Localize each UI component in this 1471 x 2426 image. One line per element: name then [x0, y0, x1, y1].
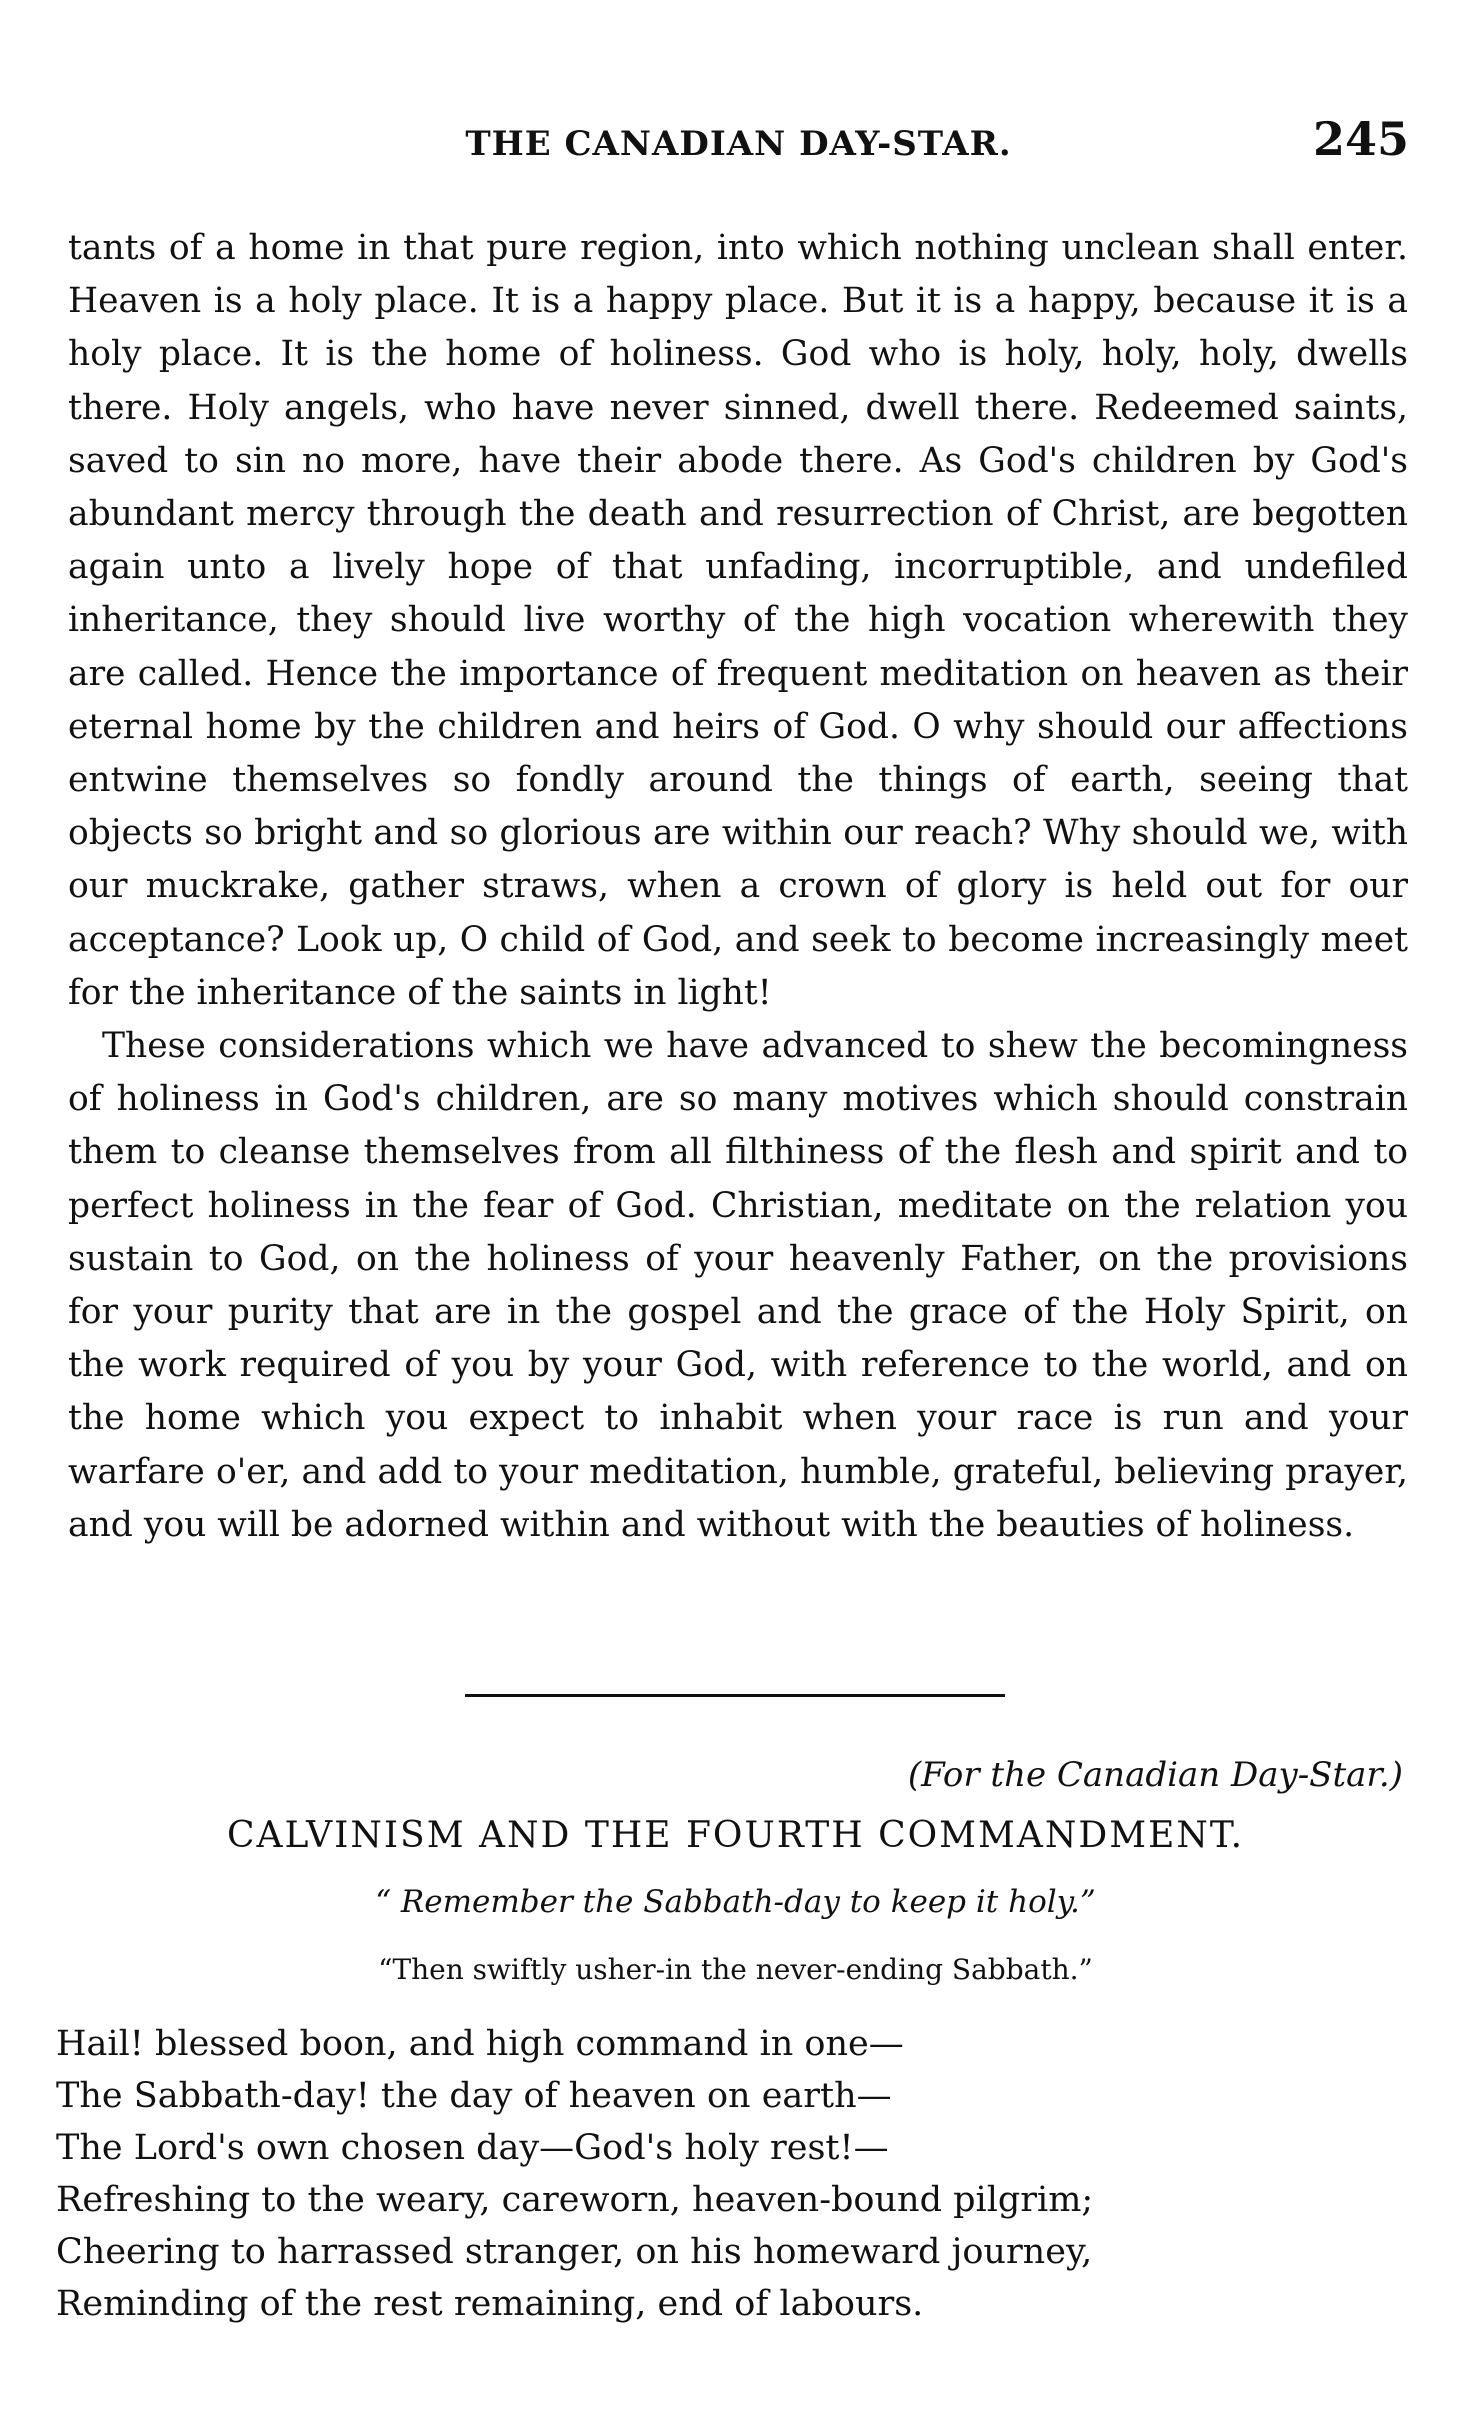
poem-line: Cheering to harrassed stranger, on his homeward journey, — [56, 2232, 1093, 2272]
section-divider — [465, 1694, 1005, 1697]
body-text — [68, 222, 1408, 1552]
article-attribution: (For the Canadian Day-Star.) — [907, 1755, 1403, 1795]
poem-line: Refreshing to the weary, careworn, heaven-bound pilgrim; — [56, 2180, 1094, 2220]
page-number: 245 — [1312, 112, 1409, 166]
running-title: THE CANADIAN DAY-STAR. — [465, 124, 1012, 164]
page-header — [68, 112, 1409, 172]
poem-line: The Sabbath-day! the day of heaven on earth— — [56, 2076, 892, 2116]
poem — [56, 2018, 1093, 2330]
poem-line: Hail! blessed boon, and high command in one— — [56, 2024, 904, 2064]
poem-line: The Lord's own chosen day—God's holy rest!— — [56, 2128, 889, 2168]
poem-line: Reminding of the rest remaining, end of labours. — [56, 2284, 924, 2324]
paragraph-considerations: These considerations which we have advanced to shew the becomingness of holiness in God's children, are so many motives which should constrain them to cleanse themselves from all filthiness of the flesh and spirit and to perfect holiness in the fear of God. Christian, meditate on the relation you sustain to God, on the holiness of your heavenly Father, on the provisions for your purity that are in the gospel and the grace of the Holy Spirit, on the work required of you by your God, with reference to the world, and on the home which you expect to inhabit when your race is run and your warfare o'er, and add to your meditation, humble, grateful, believing prayer, and you will be adorned within and without with the beauties of holiness. — [68, 1026, 1408, 1545]
epigraph-quote: “Then swiftly usher-in the never-ending Sabbath.” — [378, 1953, 1093, 1986]
article-title: CALVINISM AND THE FOURTH COMMANDMENT. — [226, 1815, 1245, 1856]
epigraph-scripture: “ Remember the Sabbath-day to keep it holy.” — [375, 1884, 1096, 1920]
paragraph-continued: tants of a home in that pure region, into which nothing unclean shall enter. Heaven is a holy place. It is a happy place. But it is a happy, because it is a holy place. It is the home of holiness. God who is holy, holy, holy, dwells there. Holy angels, who have never sinned, dwell there. Redeemed saints, saved to sin no more, have their abode there. As God's children by God's abundant mercy through the death and resurrection of Christ, are begotten again unto a lively hope of that unfading, incorruptible, and undefiled inheritance, they should live worthy of the high vocation wherewith they are called. Hence the importance of frequent meditation on heaven as their eternal home by the children and heirs of God. O why should our affections entwine themselves so fondly around the things of earth, seeing that objects so bright and so glorious are within our reach? Why should we, with our muckrake, gather straws, when a crown of glory is held out for our acceptance? Look up, O child of God, and seek to become increasingly meet for the inheritance of the saints in light! — [68, 228, 1408, 1013]
